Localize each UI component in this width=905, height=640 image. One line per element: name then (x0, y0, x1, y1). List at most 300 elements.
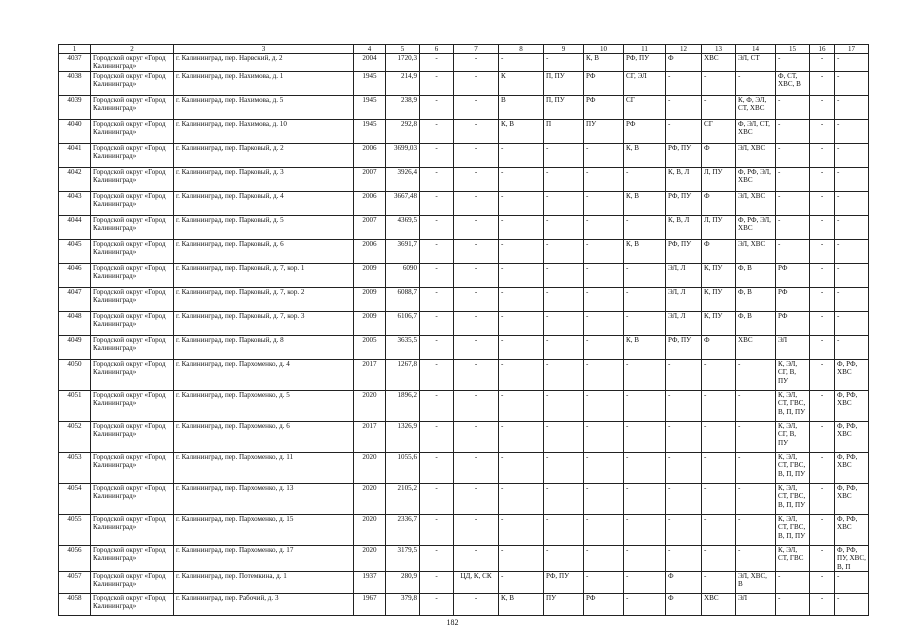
table-cell: - (420, 335, 454, 359)
table-cell: г. Калининград, пер. Рабочий, д. 3 (174, 594, 354, 616)
table-cell: - (544, 421, 584, 452)
table-cell: г. Калининград, пер. Парковый, д. 3 (174, 167, 354, 191)
table-cell: Ф, РФ, ЭЛ, ХВС (736, 167, 776, 191)
table-cell: - (584, 452, 624, 483)
table-cell: - (810, 191, 835, 215)
table-cell: Городской округ «Город Калининград» (91, 119, 174, 143)
table-row (59, 167, 869, 191)
table-cell: - (420, 483, 454, 514)
table-cell: - (454, 359, 499, 390)
table-cell: - (584, 287, 624, 311)
table-cell: Городской округ «Город Калининград» (91, 239, 174, 263)
table-cell: - (544, 143, 584, 167)
table-cell: - (454, 71, 499, 95)
table-cell: Городской округ «Город Калининград» (91, 54, 174, 72)
table-cell: 2006 (354, 239, 386, 263)
table-cell: ЭЛ, Л (666, 311, 702, 335)
table-cell: РФ, ПУ (624, 54, 666, 72)
table-cell: 1937 (354, 572, 386, 594)
table-cell: 2007 (354, 215, 386, 239)
table-cell: - (420, 167, 454, 191)
table-cell: - (454, 287, 499, 311)
table-cell: - (776, 215, 810, 239)
table-cell: - (454, 95, 499, 119)
table-cell: - (810, 359, 835, 390)
table-cell: ЭЛ, ХВС (736, 239, 776, 263)
table-cell: 4045 (59, 239, 91, 263)
table-cell: - (810, 572, 835, 594)
table-cell: - (454, 483, 499, 514)
table-cell: Городской округ «Город Калининград» (91, 572, 174, 594)
table-cell: - (499, 572, 544, 594)
column-number: 5 (386, 45, 420, 54)
table-cell: ЭЛ, СТ (736, 54, 776, 72)
table-cell: - (420, 359, 454, 390)
table-cell: - (584, 483, 624, 514)
table-cell: - (584, 263, 624, 287)
table-cell: РФ (584, 71, 624, 95)
table-cell: 238,9 (386, 95, 420, 119)
table-cell: - (666, 421, 702, 452)
table-cell: 6090 (386, 263, 420, 287)
table-cell: - (454, 54, 499, 72)
table-cell: ХВС (736, 335, 776, 359)
table-cell: - (624, 390, 666, 421)
table-cell: - (544, 359, 584, 390)
table-cell: Ф, РФ, ХВС (835, 421, 869, 452)
table-cell: - (420, 287, 454, 311)
table-cell: Ф (702, 143, 736, 167)
table-cell: - (584, 572, 624, 594)
table-cell: 1326,9 (386, 421, 420, 452)
table-cell: 3699,03 (386, 143, 420, 167)
table-cell: 2004 (354, 54, 386, 72)
table-cell: - (544, 311, 584, 335)
table-cell: ЭЛ, ХВС (736, 143, 776, 167)
table-cell: 4056 (59, 545, 91, 571)
table-cell: - (454, 594, 499, 616)
table-cell: - (454, 239, 499, 263)
table-cell: - (454, 119, 499, 143)
table-cell: 2009 (354, 287, 386, 311)
column-number: 4 (354, 45, 386, 54)
table-cell: - (499, 359, 544, 390)
table-cell: - (454, 191, 499, 215)
table-cell: - (499, 287, 544, 311)
table-cell: - (776, 167, 810, 191)
table-cell: 2006 (354, 191, 386, 215)
table-cell: - (454, 452, 499, 483)
table-row (59, 215, 869, 239)
table-cell: ЭЛ, Л (666, 263, 702, 287)
table-cell: К, В (624, 191, 666, 215)
table-cell: - (776, 239, 810, 263)
table-cell: 4048 (59, 311, 91, 335)
table-cell: 4057 (59, 572, 91, 594)
table-cell: - (702, 390, 736, 421)
table-cell: РФ, ПУ (666, 191, 702, 215)
table-row (59, 119, 869, 143)
table-cell: - (736, 452, 776, 483)
table-cell: 1967 (354, 594, 386, 616)
table-cell: - (810, 421, 835, 452)
table-cell: ЭЛ, ХВС (736, 191, 776, 215)
table-cell: - (736, 545, 776, 571)
table-cell: - (810, 54, 835, 72)
table-cell: - (624, 572, 666, 594)
table-cell: Городской округ «Город Калининград» (91, 263, 174, 287)
table-cell: - (810, 452, 835, 483)
table-cell: г. Калининград, пер. Пархоменко, д. 17 (174, 545, 354, 571)
table-cell: - (666, 452, 702, 483)
table-cell: 4039 (59, 95, 91, 119)
table-cell: - (624, 263, 666, 287)
table-cell: Городской округ «Город Калининград» (91, 95, 174, 119)
table-cell: - (454, 390, 499, 421)
table-cell: - (499, 143, 544, 167)
table-cell: РФ, ПУ (666, 239, 702, 263)
table-cell: Ф, В (736, 287, 776, 311)
table-cell: - (776, 572, 810, 594)
column-number: 3 (174, 45, 354, 54)
table-cell: - (420, 421, 454, 452)
table-cell: - (810, 143, 835, 167)
table-cell: - (420, 545, 454, 571)
table-cell: - (810, 390, 835, 421)
table-cell: П (544, 119, 584, 143)
table-cell: К, ПУ (702, 263, 736, 287)
table-cell: - (499, 263, 544, 287)
table-cell: К, В (624, 143, 666, 167)
table-row (59, 483, 869, 514)
table-cell: г. Калининград, пер. Парковый, д. 2 (174, 143, 354, 167)
table-cell: Городской округ «Город Калининград» (91, 287, 174, 311)
table-cell: - (584, 545, 624, 571)
column-number: 6 (420, 45, 454, 54)
table-cell: Ф (666, 54, 702, 72)
table-row (59, 594, 869, 616)
table-row (59, 71, 869, 95)
table-cell: - (810, 335, 835, 359)
table-cell: Городской округ «Город Калининград» (91, 514, 174, 545)
table-cell: 4055 (59, 514, 91, 545)
table-cell: 4052 (59, 421, 91, 452)
table-row (59, 514, 869, 545)
table-cell: 1945 (354, 119, 386, 143)
table-cell: Городской округ «Город Калининград» (91, 71, 174, 95)
table-row (59, 54, 869, 72)
table-cell: 4054 (59, 483, 91, 514)
table-cell: 3926,4 (386, 167, 420, 191)
table-cell: г. Калининград, пер. Парковый, д. 5 (174, 215, 354, 239)
table-cell: - (584, 215, 624, 239)
table-cell: СГ (702, 119, 736, 143)
table-cell: ПУ (584, 119, 624, 143)
table-cell: - (666, 483, 702, 514)
table-cell: К, В (499, 119, 544, 143)
table-cell: Ф (702, 191, 736, 215)
table-cell: г. Калининград, пер. Парковый, д. 7, кор. 3 (174, 311, 354, 335)
table-cell: - (454, 421, 499, 452)
table-cell: г. Калининград, пер. Пархоменко, д. 11 (174, 452, 354, 483)
table-cell: - (624, 359, 666, 390)
column-number: 11 (624, 45, 666, 54)
table-cell: - (499, 54, 544, 72)
table-cell: - (420, 191, 454, 215)
table-cell: 4040 (59, 119, 91, 143)
table-cell: - (810, 71, 835, 95)
table-cell: - (835, 143, 869, 167)
table-cell: К, В (584, 54, 624, 72)
table-cell: К, ЭЛ, СТ, ГВС, В, П, ПУ (776, 452, 810, 483)
table-cell: - (499, 311, 544, 335)
table-cell: Ф, РФ, ХВС (835, 483, 869, 514)
table-cell: - (736, 359, 776, 390)
table-cell: - (736, 390, 776, 421)
table-cell: - (499, 545, 544, 571)
table-cell: - (810, 167, 835, 191)
table-cell: Городской округ «Город Калининград» (91, 335, 174, 359)
table-cell: - (810, 95, 835, 119)
table-cell: - (544, 545, 584, 571)
table-cell: - (454, 545, 499, 571)
table-cell: - (624, 215, 666, 239)
table-cell: г. Калининград, пер. Пархоменко, д. 4 (174, 359, 354, 390)
table-cell: 2017 (354, 421, 386, 452)
table-cell: - (810, 594, 835, 616)
table-cell: - (544, 215, 584, 239)
table-cell: К, ЭЛ, СГ, В, ПУ (776, 359, 810, 390)
table-cell: - (584, 239, 624, 263)
table-cell: Городской округ «Город Калининград» (91, 390, 174, 421)
table-cell: 4051 (59, 390, 91, 421)
table-cell: - (499, 167, 544, 191)
table-cell: - (810, 545, 835, 571)
table-cell: К, ЭЛ, СГ, В, ПУ (776, 421, 810, 452)
table-cell: - (544, 167, 584, 191)
table-row (59, 390, 869, 421)
table-cell: - (544, 335, 584, 359)
table-cell: - (499, 335, 544, 359)
table-cell: - (499, 390, 544, 421)
table-cell: 4043 (59, 191, 91, 215)
table-cell: 4041 (59, 143, 91, 167)
table-cell: Ф, РФ, ХВС (835, 390, 869, 421)
table-row (59, 239, 869, 263)
table-cell: - (624, 311, 666, 335)
table-cell: 4053 (59, 452, 91, 483)
table-cell: - (454, 263, 499, 287)
table-cell: - (420, 119, 454, 143)
table-cell: - (666, 545, 702, 571)
table-cell: 4049 (59, 335, 91, 359)
column-number-row (59, 45, 869, 54)
table-row (59, 191, 869, 215)
table-cell: - (499, 191, 544, 215)
table-cell: 379,8 (386, 594, 420, 616)
table-cell: - (666, 95, 702, 119)
table-cell: Городской округ «Город Калининград» (91, 191, 174, 215)
table-cell: К, В (624, 335, 666, 359)
table-cell: ЭЛ (776, 335, 810, 359)
table-cell: 2020 (354, 514, 386, 545)
table-cell: Ф (702, 239, 736, 263)
table-cell: К, ЭЛ, СТ, ГВС, В, П, ПУ (776, 514, 810, 545)
table-cell: - (776, 143, 810, 167)
table-cell: - (624, 594, 666, 616)
table-cell: - (810, 215, 835, 239)
table-cell: - (420, 514, 454, 545)
column-number: 9 (544, 45, 584, 54)
column-number: 12 (666, 45, 702, 54)
table-cell: - (776, 191, 810, 215)
table-cell: СГ (624, 95, 666, 119)
table-cell: 2105,2 (386, 483, 420, 514)
table-cell: - (624, 514, 666, 545)
table-cell: - (584, 335, 624, 359)
table-cell: - (544, 191, 584, 215)
table-cell: - (544, 263, 584, 287)
table-cell: ХВС (702, 54, 736, 72)
table-cell: - (420, 71, 454, 95)
page-number: 182 (446, 618, 459, 627)
table-cell: РФ (584, 95, 624, 119)
table-cell: - (624, 452, 666, 483)
table-cell: 4038 (59, 71, 91, 95)
table-cell: Ф, ЭЛ, СТ, ХВС (736, 119, 776, 143)
table-cell: г. Калининград, пер. Пархоменко, д. 13 (174, 483, 354, 514)
table-cell: - (624, 167, 666, 191)
table-cell: К, ЭЛ, СТ, ГВС, В, П, ПУ (776, 483, 810, 514)
table-cell: - (420, 390, 454, 421)
table-cell: 3667,48 (386, 191, 420, 215)
table-row (59, 287, 869, 311)
table-cell: - (835, 239, 869, 263)
table-cell: - (702, 71, 736, 95)
table-cell: г. Калининград, пер. Нахимова, д. 10 (174, 119, 354, 143)
table-cell: 2020 (354, 483, 386, 514)
table-cell: 2006 (354, 143, 386, 167)
table-cell: - (499, 514, 544, 545)
table-cell: Ф, В (736, 263, 776, 287)
table-cell: РФ (776, 311, 810, 335)
table-cell: - (454, 215, 499, 239)
table-cell: - (835, 119, 869, 143)
table-cell: - (810, 483, 835, 514)
table-cell: г. Калининград, пер. Парковый, д. 4 (174, 191, 354, 215)
column-number: 13 (702, 45, 736, 54)
table-cell: г. Калининград, пер. Пархоменко, д. 5 (174, 390, 354, 421)
table-cell: - (666, 359, 702, 390)
column-number: 7 (454, 45, 499, 54)
table-cell: Ф, РФ, ХВС (835, 359, 869, 390)
table-cell: Городской округ «Город Калининград» (91, 483, 174, 514)
table-cell: ХВС (702, 594, 736, 616)
table-cell: - (835, 215, 869, 239)
table-cell: Городской округ «Город Калининград» (91, 311, 174, 335)
table-cell: - (624, 545, 666, 571)
table-cell: Ф, РФ, ПУ, ХВС, В, П (835, 545, 869, 571)
table-cell: К, В, Л (666, 215, 702, 239)
table-cell: СГ, ЭЛ (624, 71, 666, 95)
table-cell: - (736, 514, 776, 545)
table-cell: 1267,8 (386, 359, 420, 390)
table-cell: - (420, 95, 454, 119)
table-cell: К, ПУ (702, 287, 736, 311)
table-cell: - (810, 514, 835, 545)
table-cell: - (624, 287, 666, 311)
table-cell: г. Калининград, пер. Нахимова, д. 5 (174, 95, 354, 119)
table-cell: - (584, 514, 624, 545)
table-cell: - (420, 263, 454, 287)
table-cell: ЭЛ, ХВС, В (736, 572, 776, 594)
table-cell: 214,9 (386, 71, 420, 95)
table-cell: - (835, 311, 869, 335)
column-number: 8 (499, 45, 544, 54)
table-cell: Ф (666, 572, 702, 594)
table-cell: 2020 (354, 452, 386, 483)
table-cell: 3179,5 (386, 545, 420, 571)
table-cell: - (420, 594, 454, 616)
table-cell: - (702, 483, 736, 514)
table-cell: - (454, 514, 499, 545)
table-cell: Городской округ «Город Калининград» (91, 143, 174, 167)
table-cell: - (666, 119, 702, 143)
table-cell: - (736, 71, 776, 95)
table-cell: - (666, 71, 702, 95)
table-cell: Городской округ «Город Калининград» (91, 452, 174, 483)
table-cell: - (584, 359, 624, 390)
table-cell: - (454, 311, 499, 335)
table-cell: - (499, 215, 544, 239)
table-cell: - (810, 263, 835, 287)
table-cell: Ф, РФ, ХВС (835, 514, 869, 545)
table-cell: ЭЛ (736, 594, 776, 616)
table-cell: - (776, 594, 810, 616)
table-cell: 2009 (354, 263, 386, 287)
table-cell: - (835, 71, 869, 95)
table-cell: - (544, 239, 584, 263)
table-cell: - (835, 263, 869, 287)
table-cell: - (666, 514, 702, 545)
table-cell: 2020 (354, 545, 386, 571)
column-number: 15 (776, 45, 810, 54)
table-cell: 2017 (354, 359, 386, 390)
table-cell: П, ПУ (544, 95, 584, 119)
table-cell: 3691,7 (386, 239, 420, 263)
table-cell: г. Калининград, пер. Парковый, д. 7, кор. 2 (174, 287, 354, 311)
table-cell: РФ (776, 287, 810, 311)
registry-table (58, 44, 869, 616)
table-cell: 6088,7 (386, 287, 420, 311)
table-cell: - (835, 191, 869, 215)
table-cell: РФ (584, 594, 624, 616)
table-cell: 2009 (354, 311, 386, 335)
table-cell: - (544, 287, 584, 311)
table-cell: - (776, 95, 810, 119)
table-cell: РФ, ПУ (666, 335, 702, 359)
table-cell: 4050 (59, 359, 91, 390)
table-cell: Городской округ «Город Калининград» (91, 359, 174, 390)
table-cell: г. Калининград, пер. Парковый, д. 7, кор. 1 (174, 263, 354, 287)
table-cell: К, В, Л (666, 167, 702, 191)
table-cell: - (454, 167, 499, 191)
table-cell: - (776, 54, 810, 72)
table-cell: К, Ф, ЭЛ, СТ, ХВС (736, 95, 776, 119)
table-cell: 1945 (354, 71, 386, 95)
table-row (59, 143, 869, 167)
table-cell: ПУ (544, 594, 584, 616)
